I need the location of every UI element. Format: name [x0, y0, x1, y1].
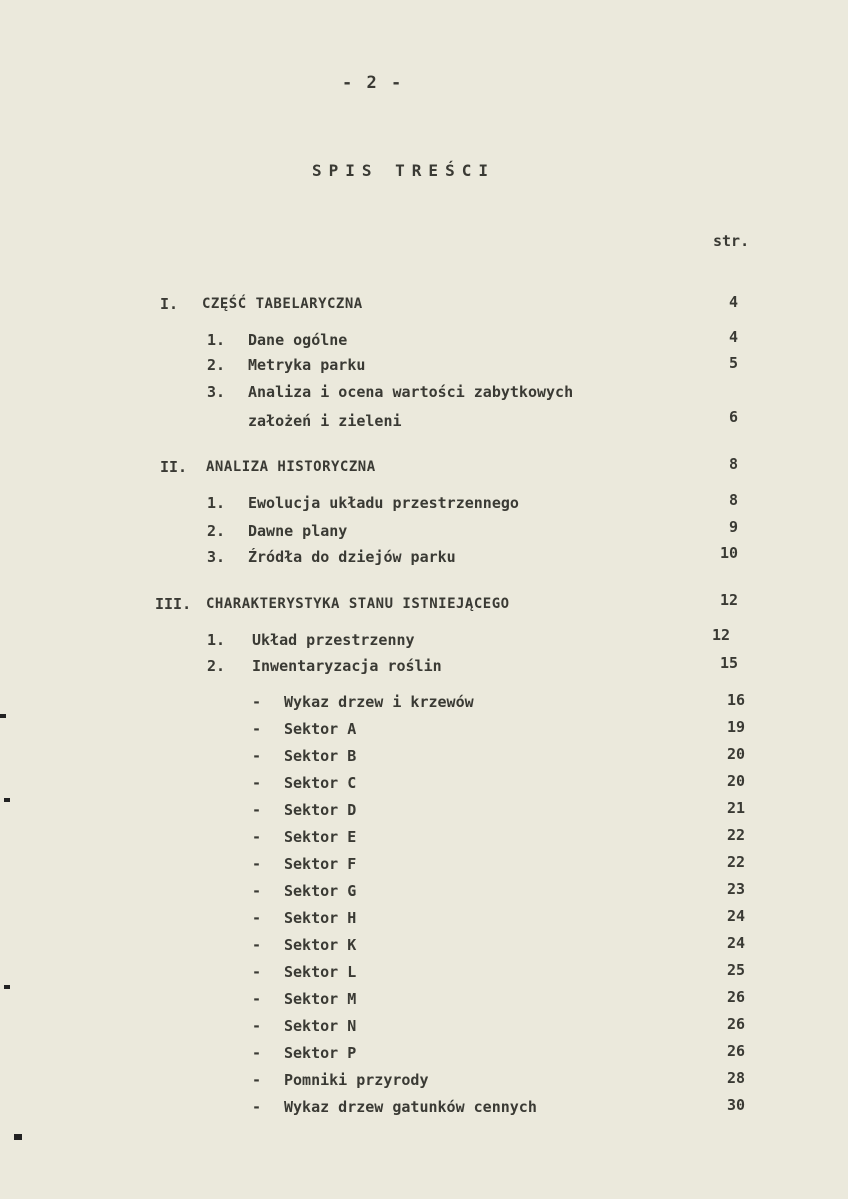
bullet-dash: - [252, 1017, 262, 1035]
sub-item-page: 21 [726, 799, 745, 817]
sub-item-page: 24 [726, 934, 745, 952]
sub-item-page: 20 [726, 745, 745, 763]
page-number: - 2 - [342, 73, 404, 93]
toc-item-page: 10 [719, 544, 738, 562]
sub-item-label: Sektor L [284, 963, 357, 981]
toc-item-number: 2. [207, 356, 226, 374]
bullet-dash: - [252, 801, 262, 819]
bullet-dash: - [252, 909, 262, 927]
margin-mark [0, 714, 6, 718]
bullet-dash: - [252, 1044, 262, 1062]
page-title: SPIS TREŚCI [312, 161, 495, 180]
sub-item-label: Pomniki przyrody [284, 1071, 429, 1089]
sub-item-page: 26 [726, 988, 745, 1006]
sub-item-page: 22 [726, 826, 745, 844]
sub-item-label: Sektor B [284, 747, 357, 765]
toc-item-label: Inwentaryzacja roślin [252, 657, 442, 675]
sub-item-page: 19 [726, 718, 745, 736]
sub-item-label: Sektor H [284, 909, 357, 927]
toc-item-page: 12 [711, 626, 730, 644]
bullet-dash: - [252, 720, 262, 738]
sub-item-page: 22 [726, 853, 745, 871]
toc-item-page: 15 [719, 654, 738, 672]
toc-item-label: Analiza i ocena wartości zabytkowych [248, 383, 574, 401]
toc-item-label: Źródła do dziejów parku [248, 548, 456, 566]
section-2-title: ANALIZA HISTORYCZNA [206, 459, 376, 475]
bullet-dash: - [252, 963, 262, 981]
toc-item-number: 1. [207, 494, 226, 512]
section-1-number: I. [160, 295, 179, 313]
section-1-title: CZĘŚĆ TABELARYCZNA [202, 296, 363, 312]
toc-item-label: Dane ogólne [248, 331, 348, 349]
sub-item-label: Wykaz drzew i krzewów [284, 693, 474, 711]
bullet-dash: - [252, 828, 262, 846]
sub-item-page: 28 [726, 1069, 745, 1087]
toc-item-number: 1. [207, 631, 226, 649]
toc-item-page: 4 [728, 328, 738, 346]
section-3-number: III. [155, 595, 192, 613]
sub-item-label: Sektor E [284, 828, 357, 846]
toc-item-page: 9 [728, 518, 738, 536]
bullet-dash: - [252, 774, 262, 792]
sub-item-page: 23 [726, 880, 745, 898]
margin-mark [4, 798, 10, 802]
margin-mark [4, 985, 10, 989]
toc-item-page: 8 [728, 491, 738, 509]
bullet-dash: - [252, 936, 262, 954]
sub-item-page: 20 [726, 772, 745, 790]
sub-item-label: Sektor K [284, 936, 357, 954]
section-3-page: 12 [719, 591, 738, 609]
section-3-title: CHARAKTERYSTYKA STANU ISTNIEJĄCEGO [206, 596, 510, 612]
section-2-number: II. [160, 458, 188, 476]
sub-item-page: 26 [726, 1015, 745, 1033]
bullet-dash: - [252, 747, 262, 765]
sub-item-page: 16 [726, 691, 745, 709]
margin-mark [14, 1134, 22, 1140]
sub-item-label: Sektor C [284, 774, 357, 792]
sub-item-page: 24 [726, 907, 745, 925]
bullet-dash: - [252, 882, 262, 900]
toc-item-page: 6 [728, 408, 738, 426]
toc-item-label-continuation: założeń i zieleni [248, 412, 402, 430]
bullet-dash: - [252, 1098, 262, 1116]
toc-item-label: Dawne plany [248, 522, 348, 540]
toc-item-page: 5 [728, 354, 738, 372]
bullet-dash: - [252, 693, 262, 711]
bullet-dash: - [252, 1071, 262, 1089]
sub-item-label: Wykaz drzew gatunków cennych [284, 1098, 537, 1116]
toc-item-label: Układ przestrzenny [252, 631, 415, 649]
toc-item-label: Metryka parku [248, 356, 366, 374]
sub-item-label: Sektor P [284, 1044, 357, 1062]
toc-item-number: 2. [207, 657, 226, 675]
toc-item-label: Ewolucja układu przestrzennego [248, 494, 519, 512]
toc-item-number: 3. [207, 548, 226, 566]
sub-item-page: 30 [726, 1096, 745, 1114]
bullet-dash: - [252, 990, 262, 1008]
sub-item-page: 26 [726, 1042, 745, 1060]
bullet-dash: - [252, 855, 262, 873]
toc-item-number: 3. [207, 383, 226, 401]
toc-item-number: 2. [207, 522, 226, 540]
section-1-page: 4 [728, 293, 738, 311]
sub-item-label: Sektor N [284, 1017, 357, 1035]
section-2-page: 8 [728, 455, 738, 473]
sub-item-label: Sektor D [284, 801, 357, 819]
page-column-label: str. [713, 232, 750, 250]
sub-item-label: Sektor F [284, 855, 357, 873]
sub-item-label: Sektor A [284, 720, 357, 738]
sub-item-page: 25 [726, 961, 745, 979]
toc-item-number: 1. [207, 331, 226, 349]
sub-item-label: Sektor G [284, 882, 357, 900]
sub-item-label: Sektor M [284, 990, 357, 1008]
